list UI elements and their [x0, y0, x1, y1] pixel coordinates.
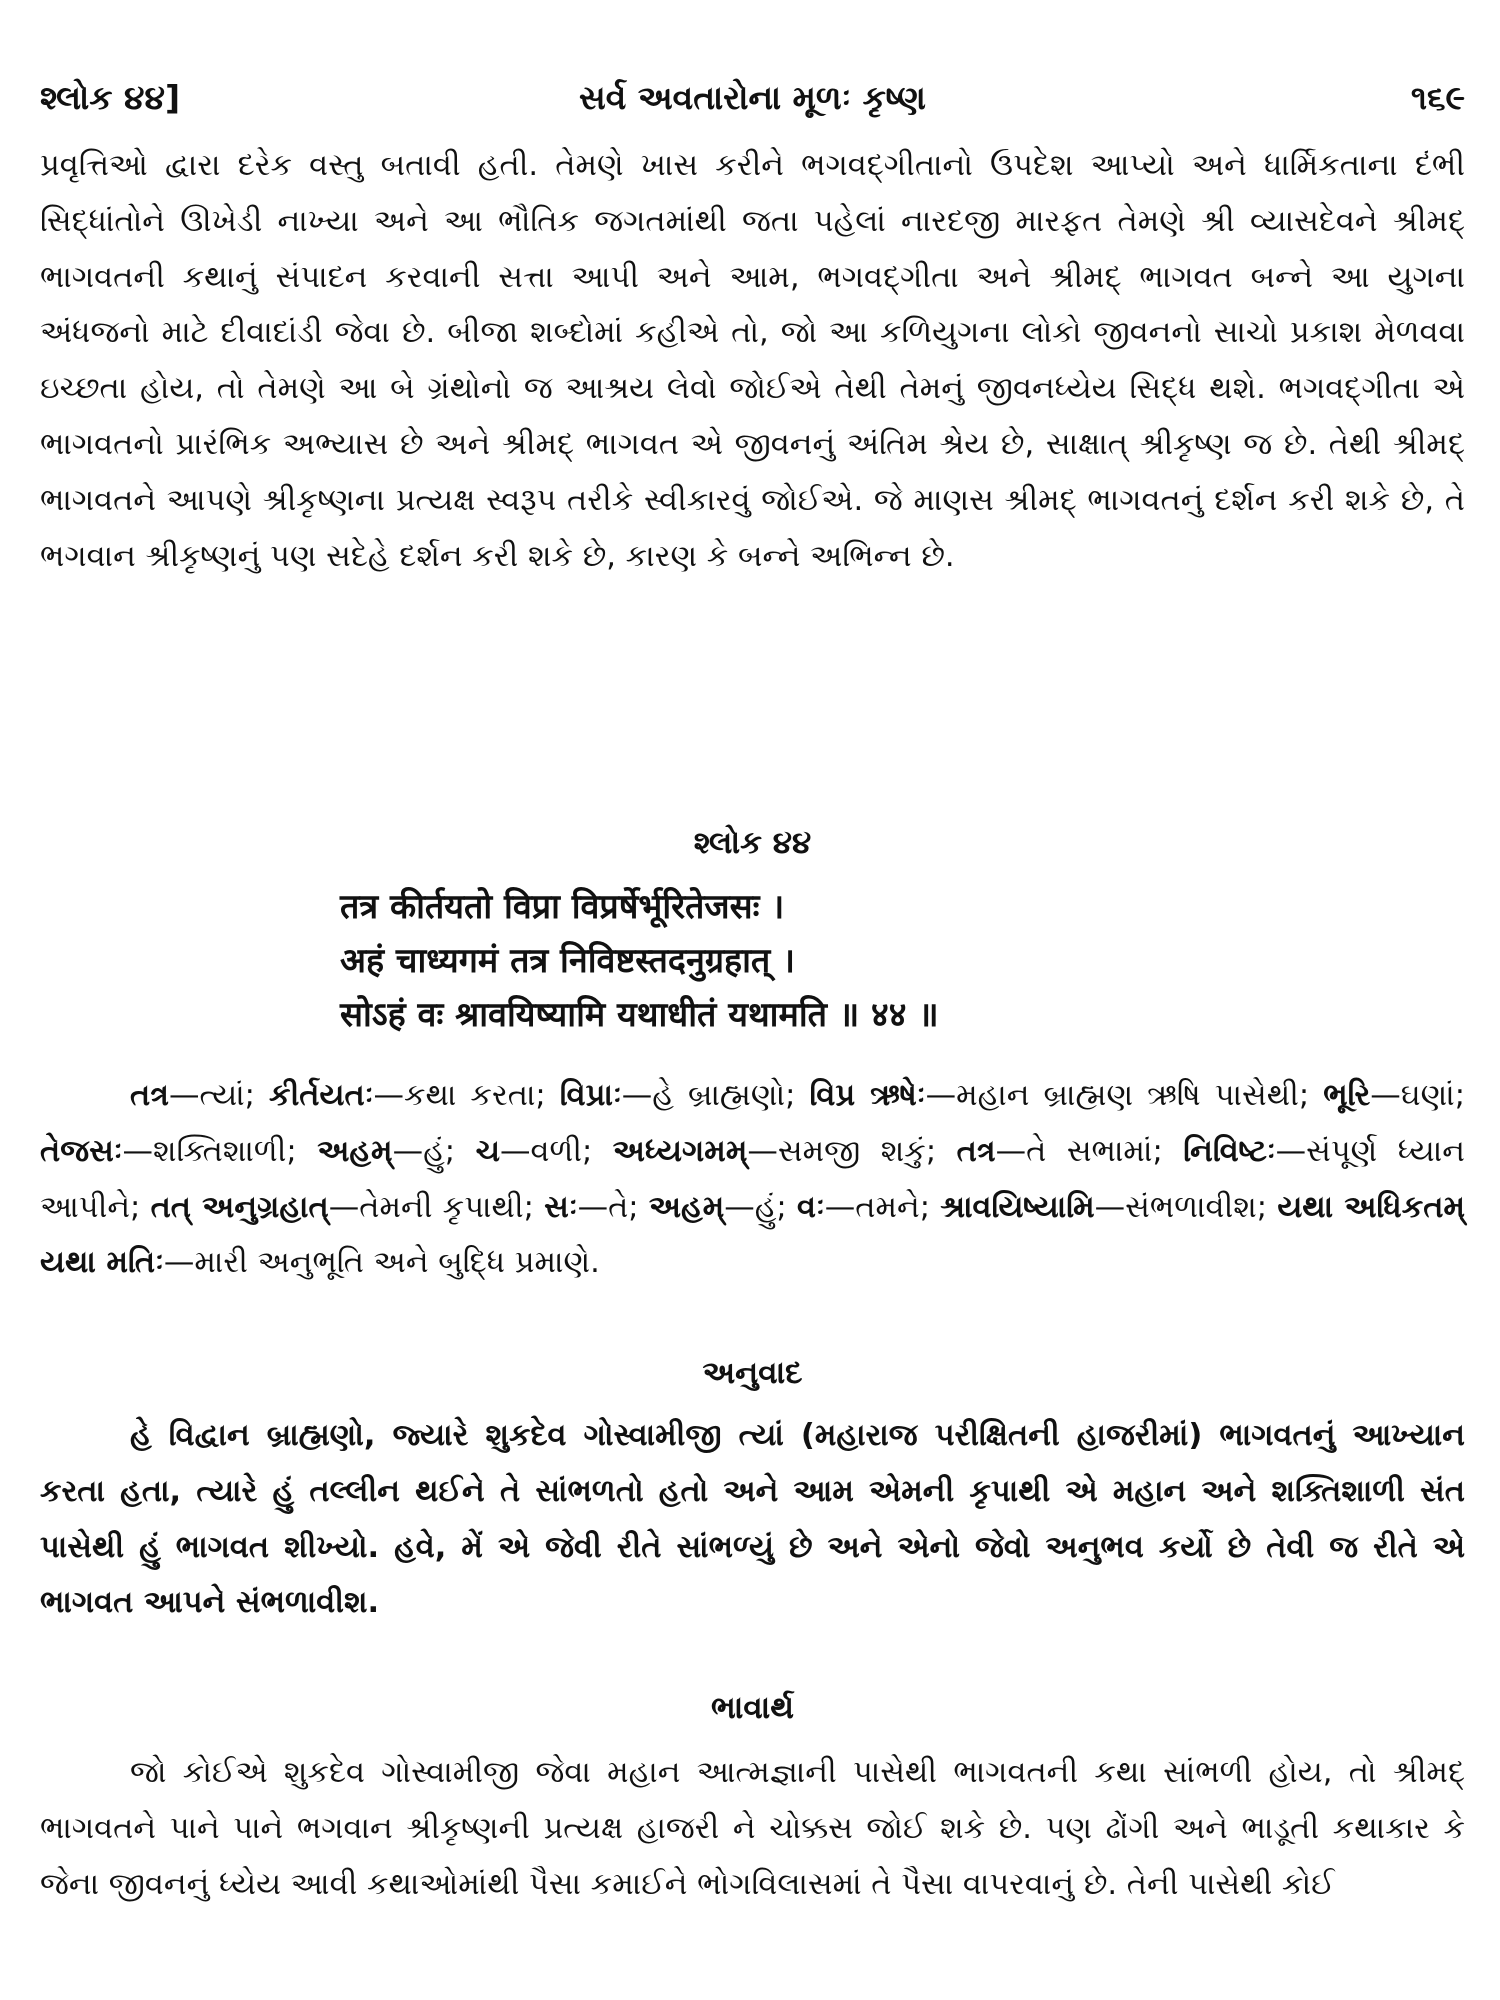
synonym-meaning: સંપૂર્ણ ધ્યાન આપીને;: [40, 1133, 1465, 1225]
synonym-word: ભૂરિ: [1323, 1078, 1371, 1113]
translation-paragraph: હે વિદ્વાન બ્રાહ્મણો, જ્યારે શુકદેવ ગોસ્વામીજી ત્યાં (મહારાજ પરીક્ષિતની હાજરીમાં) ભાગવતનું આખ્યાન કરતા હતા, ત્યારે હું તલ્લીન થઈને તે સાંભળતો હતો અને આમ એમની કૃપાથી એ મહાન અને શક્તિશાળી સંત પાસેથી હું ભાગવત શીખ્યો. હવે, મેં એ જેવી રીતે સાંભળ્યું છે અને એનો જેવો અનુભવ કર્યો છે તેવી જ રીતે એ ભાગવત આપને સંભળાવીશ.: [40, 1418, 1465, 1621]
verse-line: अहं चाध्यगमं तत्र निविष्टस्तदनुग्रहात् ।: [340, 941, 795, 981]
synonym-meaning: મારી અનુભૂતિ અને બુદ્ધિ પ્રમાણે.: [194, 1245, 600, 1281]
synonym-word: તત્ અનુગ્રહાત્: [150, 1189, 329, 1225]
synonym-meaning: હે બ્રાહ્મણો;: [652, 1078, 810, 1113]
synonym-word: તત્ર: [956, 1133, 996, 1169]
synonym-meaning: શક્તિશાળી;: [153, 1133, 318, 1169]
synonym-meaning: તે;: [608, 1189, 649, 1225]
header-chapter-title: સર્વ અવતારોના મૂળઃ કૃષ્ણ: [579, 78, 926, 117]
synonym-meaning: સંભળાવીશ;: [1125, 1189, 1278, 1225]
synonym-meaning: તે સભામાં;: [1026, 1133, 1184, 1169]
synonym-word: નિવિષ્ટઃ: [1183, 1133, 1276, 1169]
synonym-word: યથા અધિકતમ્ યથા મતિઃ: [40, 1189, 1465, 1281]
synonym-meaning: તેમની કૃપાથી;: [359, 1189, 545, 1225]
synonym-meaning: વળી;: [530, 1133, 613, 1169]
synonym-meaning: ત્યાં;: [199, 1078, 270, 1113]
synonym-word: તત્ર: [130, 1078, 169, 1113]
synonym-word: વિપ્રાઃ: [559, 1078, 622, 1113]
header-verse-ref: શ્લોક ૪૪]: [40, 78, 181, 117]
synonym-meaning: હું;: [423, 1133, 476, 1169]
purport-paragraph: જો કોઈએ શુકદેવ ગોસ્વામીજી જેવા મહાન આત્મજ્ઞાની પાસેથી ભાગવતની કથા સાંભળી હોય, તો શ્રીમદ્ ભાગવતને પાને પાને ભગવાન શ્રીકૃષ્ણની પ્રત્યક્ષ હાજરી ને ચોક્કસ જોઈ શકે છે. પણ ઢોંગી અને ભાડૂતી કથાકાર કે જેના જીવનનું ધ્યેય આવી કથાઓમાંથી પૈસા કમાઈને ભોગવિલાસમાં તે પૈસા વાપરવાનું છે. તેની પાસેથી કોઈ: [40, 1755, 1465, 1902]
synonym-word: અહમ્: [648, 1189, 725, 1225]
synonym-word: ચ: [475, 1133, 500, 1169]
verse-line: तत्र कीर्तयतो विप्रा विप्रर्षेर्भूरितेजसः ।: [340, 887, 785, 927]
synonym-meaning: હું;: [754, 1189, 797, 1225]
purport-heading: ભાવાર્થ: [710, 1690, 795, 1726]
translation-heading: અનુવાદ: [702, 1355, 803, 1391]
purport-continued-paragraph: પ્રવૃત્તિઓ દ્વારા દરેક વસ્તુ બતાવી હતી. તેમણે ખાસ કરીને ભગવદ્ગીતાનો ઉપદેશ આપ્યો અને ધાર્મિકતાના દંભી સિદ્ધાંતોને ઊખેડી નાખ્યા અને આ ભૌતિક જગતમાંથી જતા પહેલાં નારદજી મારફત તેમણે શ્રી વ્યાસદેવને શ્રીમદ્ ભાગવતની કથાનું સંપાદન કરવાની સત્તા આપી અને આમ, ભગવદ્ગીતા અને શ્રીમદ્ ભાગવત બન્ને આ યુગના અંધજનો માટે દીવાદાંડી જેવા છે. બીજા શબ્દોમાં કહીએ તો, જો આ કળિયુગના લોકો જીવનનો સાચો પ્રકાશ મેળવવા ઇચ્છતા હોય, તો તેમણે આ બે ગ્રંથોનો જ આશ્રય લેવો જોઈએ તેથી તેમનું જીવનધ્યેય સિદ્ધ થશે. ભગવદ્ગીતા એ ભાગવતનો પ્રારંભિક અભ્યાસ છે અને શ્રીમદ્ ભાગવત એ જીવનનું અંતિમ શ્રેય છે, સાક્ષાત્ શ્રીકૃષ્ણ જ છે. તેથી શ્રીમદ્ ભાગવતને આપણે શ્રીકૃષ્ણના પ્રત્યક્ષ સ્વરૂપ તરીકે સ્વીકારવું જોઈએ. જે માણસ શ્રીમદ્ ભાગવતનું દર્શન કરી શકે છે, તે ભગવાન શ્રીકૃષ્ણનું પણ સદેહે દર્શન કરી શકે છે, કારણ કે બન્ને અભિન્ન છે.: [40, 148, 1465, 574]
synonym-word: કીર્તયતઃ: [269, 1078, 374, 1113]
synonym-meaning: કથા કરતા;: [403, 1078, 560, 1113]
sanskrit-verse: [40, 880, 1465, 1042]
synonym-meaning: સમજી શકું;: [777, 1133, 957, 1169]
running-header: [40, 70, 1465, 126]
synonym-word: વિપ્ર ઋષેઃ: [809, 1078, 926, 1113]
verse-line: सोऽहं वः श्रावयिष्यामि यथाधीतं यथामति ॥ ४४ ॥: [340, 995, 939, 1035]
synonym-meaning: તમને;: [855, 1189, 941, 1225]
synonym-word: સઃ: [544, 1189, 578, 1225]
page-number: ૧૬૯: [1410, 78, 1465, 117]
verse-heading: શ્લોક ૪૪: [693, 825, 812, 861]
synonym-word: અહમ્: [317, 1133, 393, 1169]
synonym-word: અધ્યગમમ્: [612, 1133, 748, 1169]
synonym-meaning: ઘણાં;: [1400, 1078, 1466, 1113]
synonym-word: શ્રાવયિષ્યામિ: [940, 1189, 1095, 1225]
synonym-word: વઃ: [796, 1189, 825, 1225]
synonyms-paragraph: તત્ર—ત્યાં; કીર્તયતઃ—કથા કરતા; વિપ્રાઃ—હે બ્રાહ્મણો; વિપ્ર ઋષેઃ—મહાન બ્રાહ્મણ ઋષિ પાસેથી; ભૂરિ—ઘણાં; તેજસઃ—શક્તિશાળી; અહમ્—હું; ચ—વળી; અધ્યગમમ્—સમજી શકું; તત્ર—તે સભામાં; નિવિષ્ટઃ—સંપૂર્ણ ધ્યાન આપીને; તત્ અનુગ્રહાત્—તેમની કૃપાથી; સઃ—તે; અહમ્—હું; વઃ—તમને; શ્રાવયિષ્યામિ—સંભળાવીશ; યથા અધિકતમ્ યથા મતિઃ—મારી અનુભૂતિ અને બુદ્ધિ પ્રમાણે.: [40, 1078, 1466, 1281]
synonym-word: તેજસઃ: [40, 1133, 123, 1169]
synonym-meaning: મહાન બ્રાહ્મણ ઋષિ પાસેથી;: [956, 1078, 1324, 1113]
